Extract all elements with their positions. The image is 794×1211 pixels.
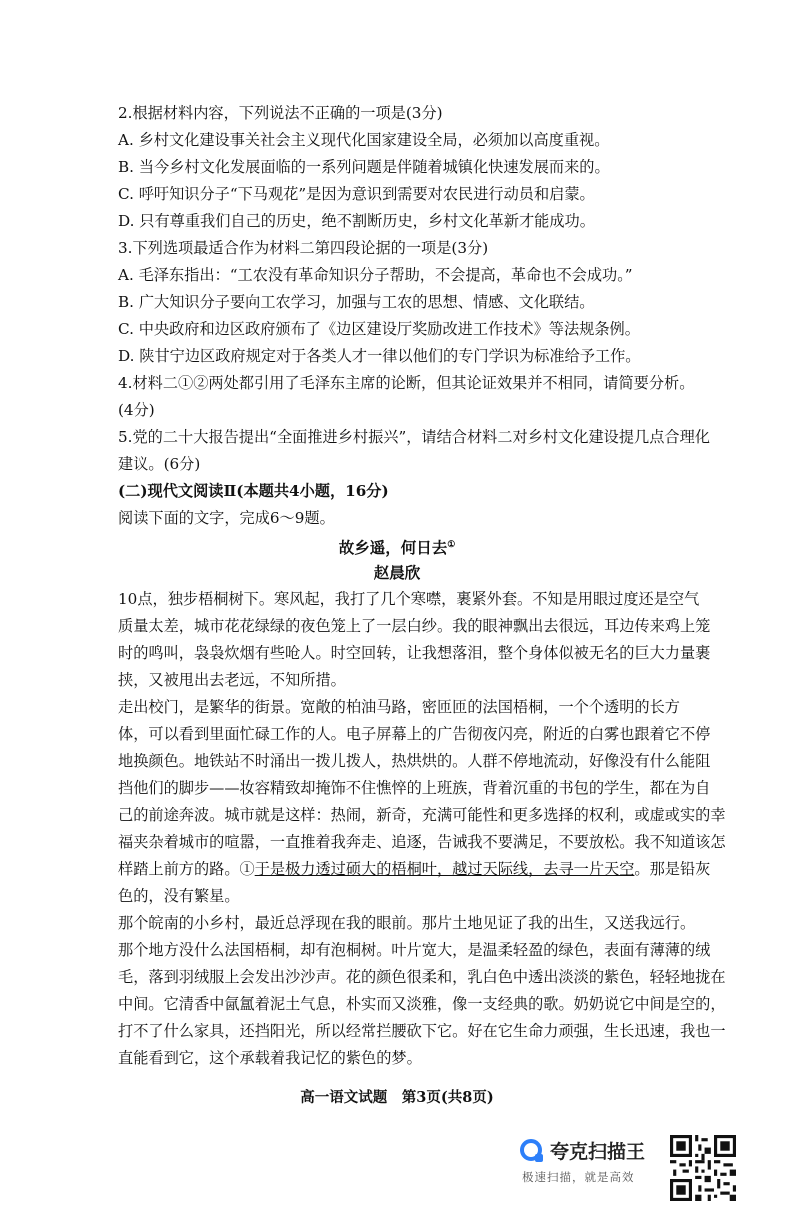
para-1-line: 质量太差，城市花花绿绿的夜色笼上了一层白纱。我的眼神飘出去很远，耳边传来鸡上笼 [118, 617, 711, 635]
question-2-option-d: D. 只有尊重我们自己的历史，绝不割断历史，乡村文化革新才能成功。 [118, 212, 595, 230]
article-title [0, 532, 794, 561]
para-2-line-7-pre: 样踏上前方的路。① [118, 860, 255, 878]
question-2-stem: 2.根据材料内容，下列说法不正确的一项是(3分) [118, 104, 443, 122]
question-3-option-d: D. 陕甘宁边区政府规定对于各类人才一律以他们的专门学识为标准给予工作。 [118, 347, 641, 365]
scanner-watermark [520, 1137, 680, 1191]
question-3-option-c: C. 中央政府和边区政府颁布了《边区建设厅奖励改进工作技术》等法规条例。 [118, 320, 640, 338]
para-2-line: 挡他们的脚步——妆容精致却掩饰不住憔悴的上班族，背着沉重的书包的学生，都在为自 [118, 779, 711, 797]
para-2-line: 己的前途奔波。城市就是这样：热闹，新奇，充满可能性和更多选择的权利，或虚或实的幸 [118, 806, 726, 824]
para-2-line: 走出校门，是繁华的街景。宽敞的柏油马路，密匝匝的法国梧桐，一个个透明的长方 [118, 698, 680, 716]
question-2-option-c: C. 呼吁知识分子“下马观花”是因为意识到需要对农民进行动员和启蒙。 [118, 185, 595, 203]
question-5-line-2: 建议。(6分) [118, 455, 201, 473]
para-2-line: 地换颜色。地铁站不时涌出一拨儿拨人，热烘烘的。人群不停地流动，好像没有什么能阻 [118, 752, 711, 770]
section-heading: (二)现代文阅读Ⅱ(本题共4小题，16分) [118, 482, 389, 500]
para-1-line: 时的鸣叫，袅袅炊烟有些呛人。时空回转，让我想落泪，整个身体似被无名的巨大力量裹 [118, 644, 711, 662]
section-instruction: 阅读下面的文字，完成6～9题。 [118, 509, 335, 527]
para-3-line: 中间。它清香中氤氲着泥土气息，朴实而又淡雅，像一支经典的歌。奶奶说它中间是空的， [118, 995, 726, 1013]
para-3-line: 直能看到它，这个承载着我记忆的紫色的梦。 [118, 1049, 422, 1067]
underlined-sentence-1: 于是极力透过硕大的梧桐叶，越过天际线，去寻一片天空 [254, 860, 635, 878]
para-3-line: 那个地方没什么法国梧桐，却有泡桐树。叶片宽大，是温柔轻盈的绿色，表面有薄薄的绒 [118, 941, 711, 959]
article-author: 赵晨欣 [373, 563, 421, 582]
para-3-line: 打不了什么家具，还挡阳光，所以经常拦腰砍下它。好在它生命力顽强，生长迅速，我也一 [118, 1022, 726, 1040]
question-4-line-2: (4分) [118, 401, 155, 419]
quark-logo-icon [520, 1139, 542, 1161]
article-title-note: ① [447, 540, 456, 550]
page-footer: 高一语文试题 第3页(共8页) [300, 1089, 494, 1106]
article-title-text: 故乡遥，何日去 [338, 538, 448, 558]
watermark-brand: 夸克扫描王 [550, 1141, 646, 1163]
question-4-line-1: 4.材料二①②两处都引用了毛泽东主席的论断，但其论证效果并不相同，请简要分析。 [118, 374, 695, 392]
question-3-stem: 3.下列选项最适合作为材料二第四段论据的一项是(3分) [118, 239, 489, 257]
qr-code-icon [670, 1135, 736, 1201]
question-3-option-a: A. 毛泽东指出：“工农没有革命知识分子帮助，不会提高，革命也不会成功。” [118, 266, 633, 284]
para-2-line-7-post: 。那是铅灰 [634, 860, 711, 878]
para-1-line: 10点，独步梧桐树下。寒风起，我打了几个寒噤，裹紧外套。不知是用眼过度还是空气 [118, 590, 700, 608]
para-3-line: 毛，落到羽绒服上会发出沙沙声。花的颜色很柔和，乳白色中透出淡淡的紫色，轻轻地拢在 [118, 968, 726, 986]
watermark-slogan: 极速扫描，就是高效 [522, 1170, 635, 1184]
para-3-line: 那个皖南的小乡村，最近总浮现在我的眼前。那片土地见证了我的出生，又送我远行。 [118, 914, 696, 932]
para-2-line-7 [118, 856, 711, 883]
para-2-line-8: 色的，没有繁星。 [118, 887, 240, 905]
para-2-line: 福夹杂着城市的喧嚣，一直推着我奔走、追逐，告诫我不要满足，不要放松。我不知道该怎 [118, 833, 726, 851]
para-1-line: 挟，又被甩出去老远，不知所措。 [118, 671, 346, 689]
para-2-line: 体，可以看到里面忙碌工作的人。电子屏幕上的广告彻夜闪亮，附近的白雾也跟着它不停 [118, 725, 711, 743]
question-2-option-b: B. 当今乡村文化发展面临的一系列问题是伴随着城镇化快速发展而来的。 [118, 158, 610, 176]
question-3-option-b: B. 广大知识分子要向工农学习，加强与工农的思想、情感、文化联结。 [118, 293, 595, 311]
question-2-option-a: A. 乡村文化建设事关社会主义现代化国家建设全局，必须加以高度重视。 [118, 131, 610, 149]
question-5-line-1: 5.党的二十大报告提出“全面推进乡村振兴”，请结合材料二对乡村文化建设提几点合理化 [118, 428, 710, 446]
